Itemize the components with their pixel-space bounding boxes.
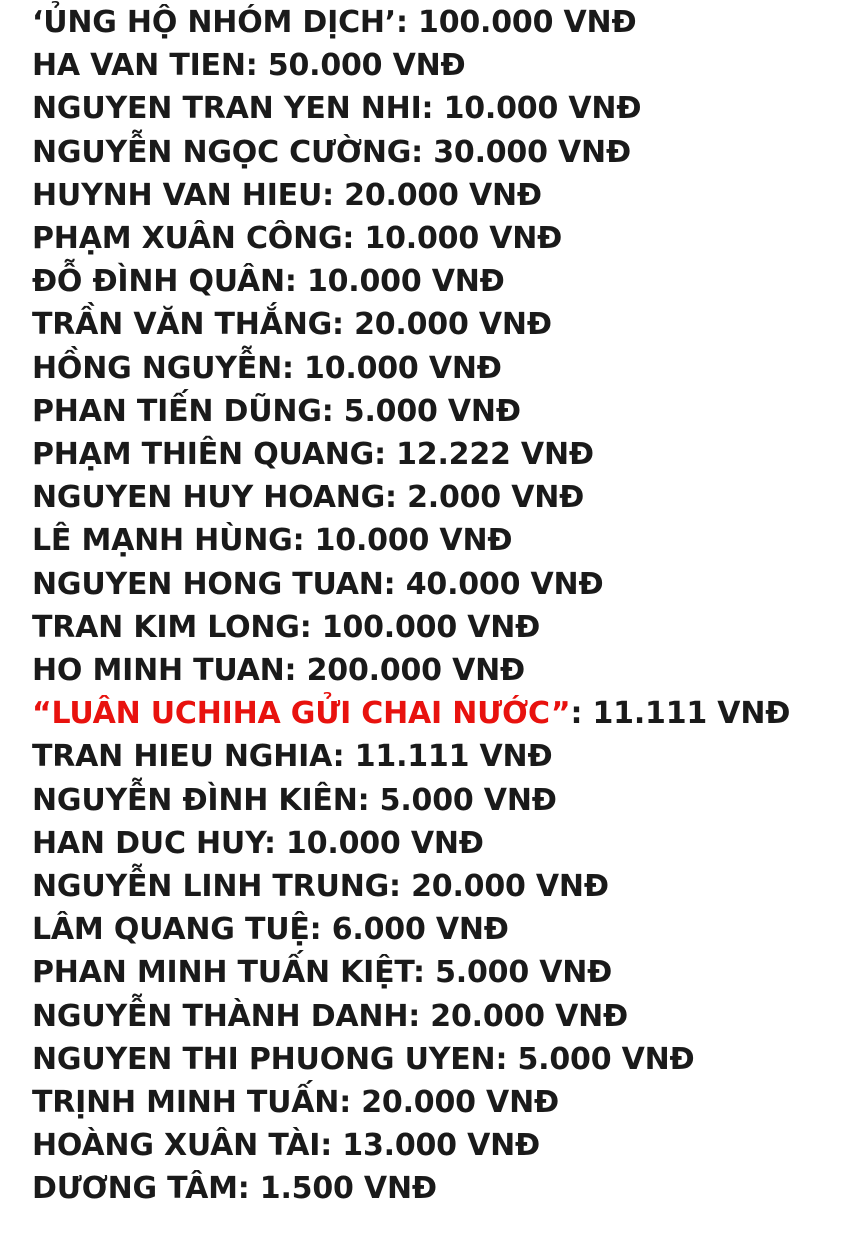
donation-entry: PHAN MINH TUẤN KIỆT: 5.000 VNĐ (32, 955, 613, 991)
donation-entry: PHAN TIẾN DŨNG: 5.000 VNĐ (32, 393, 521, 429)
donation-entry: ĐỖ ĐÌNH QUÂN: 10.000 VNĐ (32, 264, 505, 300)
donation-entry: LÊ MẠNH HÙNG: 10.000 VNĐ (32, 523, 513, 559)
donation-entry: NGUYỄN ĐÌNH KIÊN: 5.000 VNĐ (32, 782, 557, 818)
donation-entry: HAN DUC HUY: 10.000 VNĐ (32, 825, 484, 861)
donation-entry: TRẦN VĂN THẮNG: 20.000 VNĐ (32, 307, 552, 343)
donation-entry: PHẠM XUÂN CÔNG: 10.000 VNĐ (32, 221, 563, 257)
donation-entry: HỒNG NGUYỄN: 10.000 VNĐ (32, 350, 502, 386)
donation-entry-name: “LUÂN UCHIHA GỬI CHAI NƯỚC” (32, 696, 571, 732)
donation-entry: NGUYEN HONG TUAN: 40.000 VNĐ (32, 566, 604, 602)
donation-entry: NGUYỄN THÀNH DANH: 20.000 VNĐ (32, 998, 628, 1034)
donation-entry: HUYNH VAN HIEU: 20.000 VNĐ (32, 177, 542, 213)
donation-entry: LÂM QUANG TUỆ: 6.000 VNĐ (32, 912, 509, 948)
donation-entry-amount: : 11.111 VNĐ (570, 696, 791, 732)
donation-entry: NGUYEN HUY HOANG: 2.000 VNĐ (32, 480, 585, 516)
donation-entry: PHẠM THIÊN QUANG: 12.222 VNĐ (32, 437, 594, 473)
donation-entry: NGUYEN THI PHUONG UYEN: 5.000 VNĐ (32, 1041, 695, 1077)
donation-entry (32, 0, 850, 1)
donation-entry: NGUYỄN NGỌC CƯỜNG: 30.000 VNĐ (32, 134, 631, 170)
donation-entry (32, 692, 850, 735)
donation-entry: ‘ỦNG HỘ NHÓM DỊCH’: 100.000 VNĐ (32, 5, 637, 40)
donation-entry: DƯƠNG TÂM: 1.500 VNĐ (32, 1171, 437, 1207)
donation-entry: TRỊNH MINH TUẤN: 20.000 VNĐ (32, 1085, 559, 1121)
donation-entry: TRAN KIM LONG: 100.000 VNĐ (32, 609, 541, 645)
donation-entry: NGUYỄN LINH TRUNG: 20.000 VNĐ (32, 869, 609, 905)
donation-entry: NGUYEN TRAN YEN NHI: 10.000 VNĐ (32, 91, 642, 127)
donation-entry: HOÀNG XUÂN TÀI: 13.000 VNĐ (32, 1128, 540, 1164)
donation-entry: HO MINH TUAN: 200.000 VNĐ (32, 653, 525, 689)
donation-entry: HA VAN TIEN: 50.000 VNĐ (32, 48, 466, 84)
donation-entry: TRAN HIEU NGHIA: 11.111 VNĐ (32, 739, 553, 775)
